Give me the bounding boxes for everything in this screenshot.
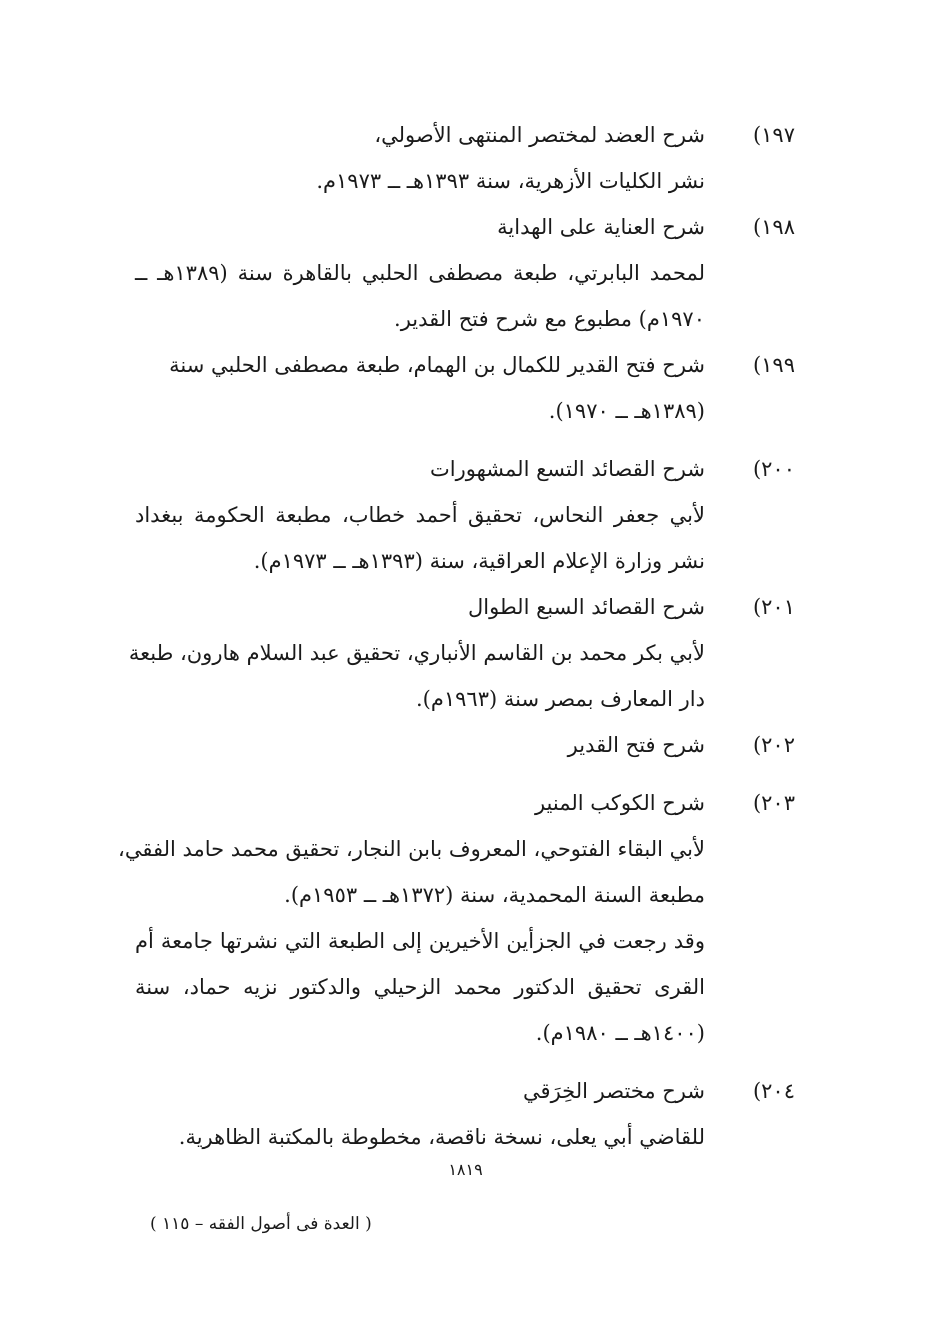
page-number: ١٨١٩ bbox=[448, 1160, 483, 1179]
entry-title: شرح العضد لمختصر المنتهى الأصولي، bbox=[374, 123, 705, 147]
entry-line: دار المعارف بمصر سنة (١٩٦٣م). bbox=[415, 687, 705, 711]
entry-line: للقاضي أبي يعلى، نسخة ناقصة، مخطوطة بالمكتبة الظاهرية. bbox=[178, 1125, 705, 1149]
bibliography-entry bbox=[135, 446, 795, 584]
entry-line: مطبعة السنة المحمدية، سنة (١٣٧٢هـ ــ ١٩٥٣م). bbox=[284, 883, 705, 907]
entry-heading bbox=[135, 780, 795, 826]
entry-number: ١٩٧) bbox=[752, 123, 795, 147]
entry-title: شرح فتح القدير للكمال بن الهمام، طبعة مصطفى الحلبي سنة bbox=[169, 353, 705, 377]
entry-line: وقد رجعت في الجزأين الأخيرين إلى الطبعة التي نشرتها جامعة أم bbox=[135, 929, 705, 953]
entry-number: ٢٠٠) bbox=[752, 457, 795, 481]
entry-heading bbox=[135, 584, 795, 630]
entry-line: (١٣٨٩هـ ــ ١٩٧٠). bbox=[548, 399, 705, 423]
bibliography-entry bbox=[118, 780, 795, 1056]
entry-line: (١٤٠٠هـ ــ ١٩٨٠م). bbox=[535, 1021, 705, 1045]
running-footer: ( العدة فى أصول الفقه – ١١٥ ) bbox=[150, 1214, 372, 1234]
entry-number: ٢٠٢) bbox=[752, 733, 795, 757]
entry-title: شرح الكوكب المنير bbox=[534, 791, 705, 815]
bibliography-entry bbox=[135, 342, 795, 434]
entry-line: نشر الكليات الأزهرية، سنة ١٣٩٣هـ ــ ١٩٧٣م. bbox=[316, 169, 705, 193]
entry-heading bbox=[135, 204, 795, 250]
bibliography-entry bbox=[135, 1068, 795, 1160]
entry-heading bbox=[135, 446, 795, 492]
entry-line: لأبي البقاء الفتوحي، المعروف بابن النجار، تحقيق محمد حامد الفقي، bbox=[118, 837, 705, 861]
entry-line: لأبي بكر محمد بن القاسم الأنباري، تحقيق عبد السلام هارون، طبعة bbox=[128, 641, 705, 665]
entry-heading bbox=[135, 722, 795, 768]
entry-line: نشر وزارة الإعلام العراقية، سنة (١٣٩٣هـ ــ ١٩٧٣م). bbox=[253, 549, 705, 573]
entry-title: شرح فتح القدير bbox=[567, 733, 705, 757]
bibliography-list bbox=[118, 112, 795, 1160]
bibliography-entry bbox=[135, 722, 795, 768]
entry-title: شرح العناية على الهداية bbox=[497, 215, 705, 239]
entry-line: ١٩٧٠م) مطبوع مع شرح فتح القدير. bbox=[394, 307, 705, 331]
entry-heading bbox=[135, 1068, 795, 1114]
entry-line: القرى تحقيق الدكتور محمد الزحيلي والدكتور نزيه حماد، سنة bbox=[135, 975, 705, 999]
entry-number: ٢٠١) bbox=[752, 595, 795, 619]
bibliography-entry bbox=[135, 112, 795, 204]
bibliography-entry bbox=[128, 584, 795, 722]
entry-heading bbox=[135, 342, 795, 388]
entry-heading bbox=[135, 112, 795, 158]
entry-line: لمحمد البابرتي، طبعة مصطفى الحلبي بالقاهرة سنة (١٣٨٩هـ ــ bbox=[135, 261, 705, 285]
entry-title: شرح القصائد التسع المشهورات bbox=[430, 457, 705, 481]
entry-title: شرح مختصر الخِرَقي bbox=[523, 1079, 705, 1103]
entry-number: ٢٠٣) bbox=[752, 791, 795, 815]
entry-line: لأبي جعفر النحاس، تحقيق أحمد خطاب، مطبعة الحكومة ببغداد bbox=[135, 503, 705, 527]
entry-title: شرح القصائد السبع الطوال bbox=[468, 595, 705, 619]
bibliography-entry bbox=[135, 204, 795, 342]
entry-number: ١٩٨) bbox=[752, 215, 795, 239]
entry-number: ٢٠٤) bbox=[752, 1079, 795, 1103]
entry-number: ١٩٩) bbox=[752, 353, 795, 377]
